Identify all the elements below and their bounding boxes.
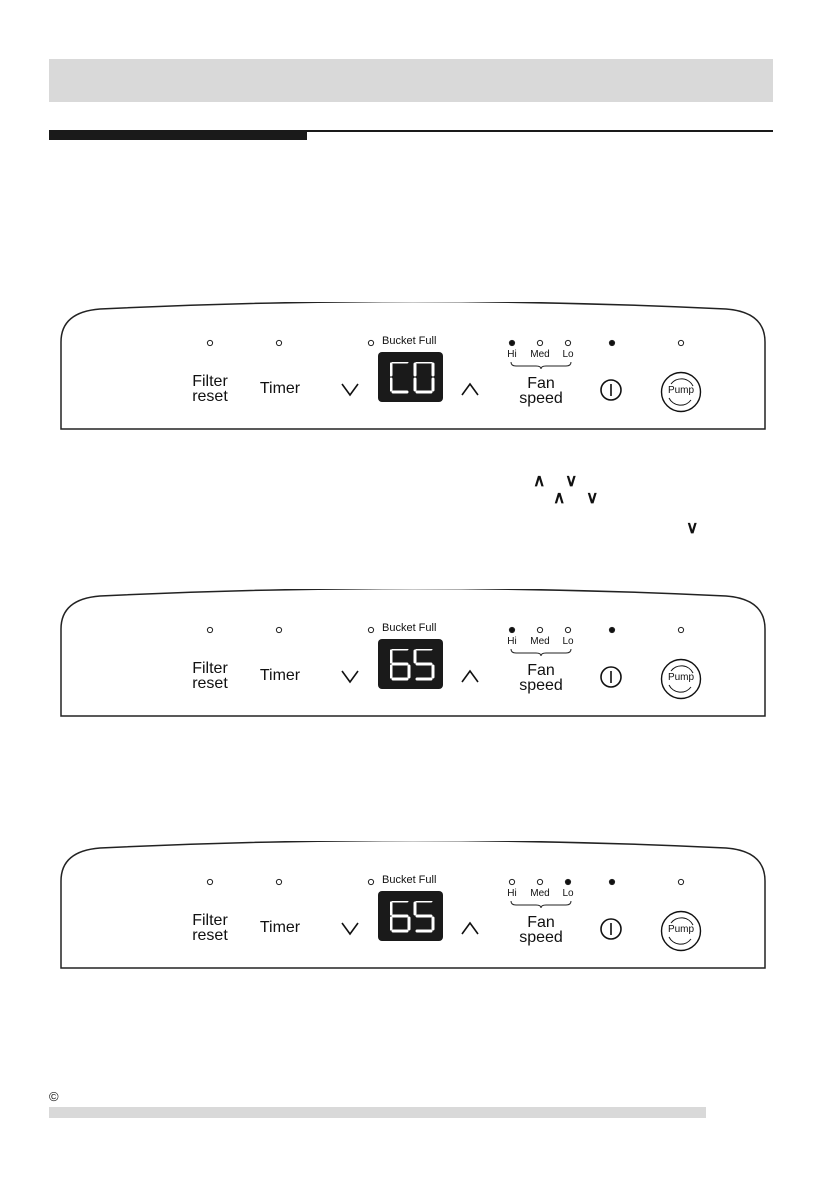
- status-led: [367, 339, 375, 347]
- power-button-icon[interactable]: [599, 917, 623, 941]
- timer-button[interactable]: [245, 668, 315, 684]
- display-digits: [390, 362, 436, 394]
- fan-speed-label: speed: [519, 390, 563, 407]
- filter-reset-label: reset: [192, 675, 228, 692]
- filter-reset-label: reset: [192, 388, 228, 405]
- status-led: [275, 339, 283, 347]
- pump-led: [677, 626, 685, 634]
- display-digits: [390, 901, 436, 933]
- fan-level-label-hi: Hi: [507, 636, 517, 647]
- fan-level-label-med: Med: [530, 636, 550, 647]
- bucket-full-label: Bucket Full: [382, 874, 437, 886]
- fan-level-bracket: [510, 900, 572, 908]
- fan-speed-label: Fan: [527, 662, 555, 679]
- fan-level-label-hi: Hi: [507, 349, 517, 360]
- fan-level-led: [508, 339, 516, 347]
- fan-level-led: [508, 878, 516, 886]
- status-led: [367, 626, 375, 634]
- power-button-icon[interactable]: [599, 665, 623, 689]
- fan-level-led: [536, 626, 544, 634]
- filter-reset-label: Filter: [192, 912, 228, 929]
- power-button-icon[interactable]: [599, 378, 623, 402]
- fan-speed-label: speed: [519, 929, 563, 946]
- caret-down-icon: ∨: [565, 471, 578, 490]
- filter-reset-button[interactable]: [175, 374, 245, 404]
- pump-led: [677, 339, 685, 347]
- fan-level-bracket: [510, 648, 572, 656]
- timer-label: Timer: [259, 667, 301, 684]
- fan-level-led: [536, 878, 544, 886]
- up-arrow-icon[interactable]: [460, 920, 480, 936]
- fan-speed-label: speed: [519, 677, 563, 694]
- caret-down-icon: ∨: [686, 518, 699, 537]
- fan-level-led: [564, 878, 572, 886]
- footer-bar: [49, 1107, 706, 1118]
- status-led: [367, 878, 375, 886]
- control-panel-3: [60, 841, 766, 969]
- fan-level-label-lo: Lo: [562, 888, 574, 899]
- pump-button[interactable]: [660, 371, 702, 413]
- down-arrow-icon[interactable]: [340, 668, 360, 684]
- fan-level-label-med: Med: [530, 349, 550, 360]
- display-digits: [390, 649, 436, 681]
- fan-level-led: [564, 339, 572, 347]
- section-rule-accent: [49, 130, 307, 140]
- fan-speed-button[interactable]: [506, 376, 576, 406]
- bucket-full-label: Bucket Full: [382, 335, 437, 347]
- timer-button[interactable]: [245, 920, 315, 936]
- pump-label: Pump: [667, 385, 695, 396]
- temperature-display: [378, 891, 443, 941]
- temperature-display: [378, 639, 443, 689]
- fan-level-led: [564, 626, 572, 634]
- fan-level-led: [508, 626, 516, 634]
- fan-level-bracket: [510, 361, 572, 369]
- pump-led: [677, 878, 685, 886]
- fan-level-label-lo: Lo: [562, 636, 574, 647]
- timer-button[interactable]: [245, 381, 315, 397]
- fan-level-led: [536, 339, 544, 347]
- fan-speed-label: Fan: [527, 375, 555, 392]
- filter-reset-button[interactable]: [175, 661, 245, 691]
- fan-speed-button[interactable]: [506, 915, 576, 945]
- down-arrow-icon[interactable]: [340, 381, 360, 397]
- timer-label: Timer: [259, 919, 301, 936]
- fan-speed-label: Fan: [527, 914, 555, 931]
- up-arrow-icon[interactable]: [460, 668, 480, 684]
- status-led: [275, 626, 283, 634]
- power-led: [608, 626, 616, 634]
- caret-up-icon: ∧: [533, 471, 546, 490]
- pump-label: Pump: [667, 672, 695, 683]
- down-arrow-icon[interactable]: [340, 920, 360, 936]
- status-led: [206, 878, 214, 886]
- power-led: [608, 339, 616, 347]
- control-panel-2: [60, 589, 766, 717]
- fan-level-label-hi: Hi: [507, 888, 517, 899]
- temperature-display: [378, 352, 443, 402]
- up-arrow-icon[interactable]: [460, 381, 480, 397]
- copyright-symbol: ©: [49, 1089, 59, 1104]
- power-led: [608, 878, 616, 886]
- status-led: [206, 339, 214, 347]
- fan-speed-button[interactable]: [506, 663, 576, 693]
- pump-button[interactable]: [660, 658, 702, 700]
- timer-label: Timer: [259, 380, 301, 397]
- status-led: [206, 626, 214, 634]
- filter-reset-label: Filter: [192, 373, 228, 390]
- pump-button[interactable]: [660, 910, 702, 952]
- section-header-bar: [49, 59, 773, 102]
- fan-level-label-med: Med: [530, 888, 550, 899]
- filter-reset-button[interactable]: [175, 913, 245, 943]
- bucket-full-label: Bucket Full: [382, 622, 437, 634]
- control-panel-1: [60, 302, 766, 430]
- caret-down-icon: ∨: [586, 488, 599, 507]
- caret-up-icon: ∧: [553, 488, 566, 507]
- filter-reset-label: Filter: [192, 660, 228, 677]
- status-led: [275, 878, 283, 886]
- fan-level-label-lo: Lo: [562, 349, 574, 360]
- filter-reset-label: reset: [192, 927, 228, 944]
- pump-label: Pump: [667, 924, 695, 935]
